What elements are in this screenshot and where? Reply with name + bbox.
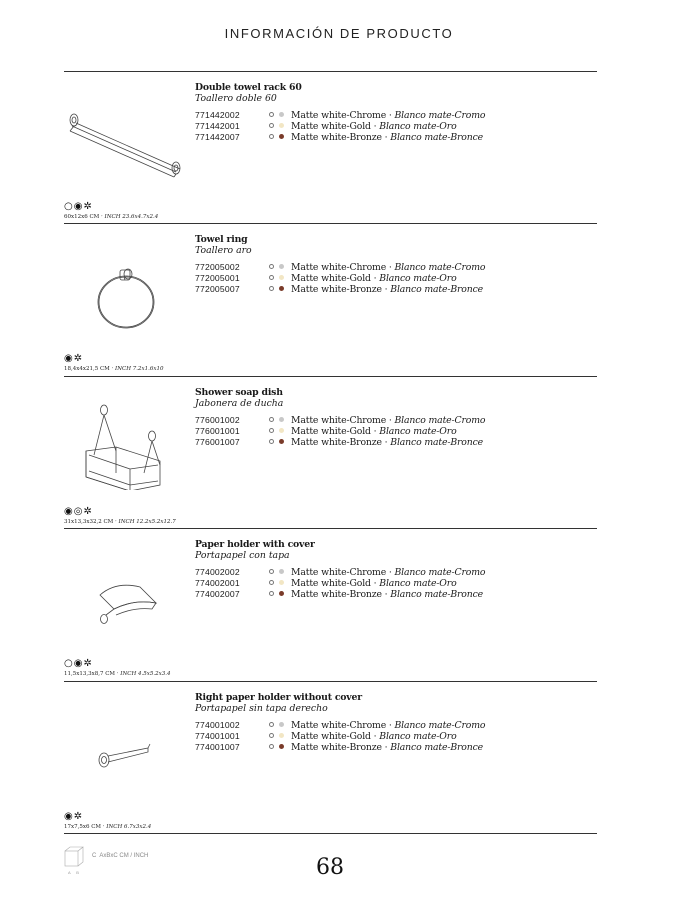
product-title: Paper holder with cover bbox=[195, 539, 315, 550]
product-code: 771442002 bbox=[195, 110, 240, 120]
product-section bbox=[64, 529, 597, 681]
gold-swatch-icon bbox=[279, 428, 284, 433]
axis-labels: A B bbox=[68, 870, 79, 875]
product-code: 774001002 bbox=[195, 720, 240, 730]
product-subtitle: Toallero aro bbox=[195, 245, 252, 256]
bronze-swatch-icon bbox=[279, 744, 284, 749]
product-subtitle: Jabonera de ducha bbox=[195, 398, 284, 409]
finish-label: Matte white-Chrome · Blanco mate-Cromo bbox=[291, 110, 486, 121]
finish-label: Matte white-Gold · Blanco mate-Oro bbox=[291, 120, 457, 132]
product-code: 776001001 bbox=[195, 425, 240, 436]
finish-label: Matte white-Bronze · Blanco mate-Bronce bbox=[291, 283, 483, 295]
page-header: INFORMACIÓN DE PRODUCTO bbox=[224, 26, 454, 41]
dimensions: 60x12x6 CM · INCH 23.6x4.7x2.4 bbox=[64, 214, 159, 220]
finish-icons bbox=[64, 354, 82, 365]
gear-icon: ✲ bbox=[83, 658, 92, 669]
finish-label: Matte white-Chrome · Blanco mate-Cromo bbox=[291, 720, 486, 731]
matte-white-swatch-icon bbox=[269, 569, 274, 574]
matte-white-swatch-icon bbox=[269, 123, 274, 128]
chrome-swatch-icon bbox=[279, 112, 284, 117]
product-code: 776001002 bbox=[195, 415, 240, 425]
product-code: 772005002 bbox=[195, 262, 240, 272]
finish-label: Matte white-Gold · Blanco mate-Oro bbox=[291, 730, 457, 742]
product-code: 771442001 bbox=[195, 120, 240, 131]
dimensions: 31x13,3x32,2 CM · INCH 12.2x5.2x12.7 bbox=[64, 519, 176, 525]
matte-white-swatch-icon bbox=[269, 112, 274, 117]
circle-icon: ○ bbox=[64, 658, 73, 669]
finish-label: Matte white-Gold · Blanco mate-Oro bbox=[291, 425, 457, 437]
target-icon: ◉ bbox=[64, 353, 73, 364]
matte-white-swatch-icon bbox=[269, 580, 274, 585]
page-number: 68 bbox=[316, 855, 344, 880]
chrome-swatch-icon bbox=[279, 417, 284, 422]
product-code: 774002002 bbox=[195, 567, 240, 577]
towel-ring-image bbox=[64, 232, 189, 337]
dimensions: 18,4x4x21,5 CM · INCH 7.2x1.6x10 bbox=[64, 366, 164, 372]
matte-white-swatch-icon bbox=[269, 417, 274, 422]
product-code: 771442007 bbox=[195, 131, 240, 142]
dimensions: 17x7,5x6 CM · INCH 6.7x3x2.4 bbox=[64, 824, 152, 830]
matte-white-swatch-icon bbox=[269, 286, 274, 291]
bronze-swatch-icon bbox=[279, 591, 284, 596]
chrome-swatch-icon bbox=[279, 569, 284, 574]
product-code: 772005007 bbox=[195, 283, 240, 294]
dimensions: 11,5x13,3x8,7 CM · INCH 4.5x5.2x3.4 bbox=[64, 671, 171, 677]
matte-white-swatch-icon bbox=[269, 275, 274, 280]
finish-icons bbox=[64, 659, 92, 670]
product-title: Shower soap dish bbox=[195, 387, 283, 398]
target-icon: ◉ bbox=[73, 201, 83, 212]
double-towel-rack-image bbox=[64, 80, 189, 185]
matte-white-swatch-icon bbox=[269, 428, 274, 433]
gear-icon: ✲ bbox=[83, 506, 92, 517]
finish-label: Matte white-Bronze · Blanco mate-Bronce bbox=[291, 131, 483, 143]
finish-label: Matte white-Bronze · Blanco mate-Bronce bbox=[291, 741, 483, 753]
matte-white-swatch-icon bbox=[269, 722, 274, 727]
chrome-swatch-icon bbox=[279, 722, 284, 727]
product-title: Right paper holder without cover bbox=[195, 692, 362, 703]
product-subtitle: Portapapel con tapa bbox=[195, 550, 290, 561]
target-icon: ◉ bbox=[64, 811, 73, 822]
shower-soap-dish-image bbox=[64, 385, 189, 490]
gear-icon: ✲ bbox=[73, 353, 83, 364]
gold-swatch-icon bbox=[279, 580, 284, 585]
matte-white-swatch-icon bbox=[269, 134, 274, 139]
finish-icons bbox=[64, 202, 92, 213]
product-subtitle: Portapapel sin tapa derecho bbox=[195, 703, 328, 714]
finish-label: Matte white-Gold · Blanco mate-Oro bbox=[291, 577, 457, 589]
product-section bbox=[64, 377, 597, 529]
product-code: 774002001 bbox=[195, 577, 240, 588]
product-code: 776001007 bbox=[195, 436, 240, 447]
matte-white-swatch-icon bbox=[269, 591, 274, 596]
gold-swatch-icon bbox=[279, 123, 284, 128]
product-section bbox=[64, 682, 597, 834]
target-icon: ◉ bbox=[64, 506, 73, 517]
gold-swatch-icon bbox=[279, 733, 284, 738]
bronze-swatch-icon bbox=[279, 286, 284, 291]
matte-white-swatch-icon bbox=[269, 264, 274, 269]
chrome-swatch-icon bbox=[279, 264, 284, 269]
finish-label: Matte white-Bronze · Blanco mate-Bronce bbox=[291, 588, 483, 600]
gear-icon: ✲ bbox=[83, 201, 92, 212]
finish-label: Matte white-Chrome · Blanco mate-Cromo bbox=[291, 262, 486, 273]
finish-icons bbox=[64, 507, 92, 518]
product-code: 774002007 bbox=[195, 588, 240, 599]
matte-white-swatch-icon bbox=[269, 439, 274, 444]
finish-icons bbox=[64, 812, 82, 823]
product-section bbox=[64, 224, 597, 376]
target-icon: ◉ bbox=[73, 658, 83, 669]
product-code: 774001001 bbox=[195, 730, 240, 741]
right-paper-holder-image bbox=[64, 690, 189, 795]
gear-icon: ✲ bbox=[73, 811, 83, 822]
bronze-swatch-icon bbox=[279, 439, 284, 444]
shower-icon: ◎ bbox=[73, 506, 83, 517]
product-section bbox=[64, 72, 597, 224]
paper-holder-with-cover-image bbox=[64, 537, 189, 642]
bronze-swatch-icon bbox=[279, 134, 284, 139]
finish-label: Matte white-Gold · Blanco mate-Oro bbox=[291, 272, 457, 284]
finish-label: Matte white-Chrome · Blanco mate-Cromo bbox=[291, 567, 486, 578]
product-code: 772005001 bbox=[195, 272, 240, 283]
circle-icon: ○ bbox=[64, 201, 73, 212]
product-code: 774001007 bbox=[195, 741, 240, 752]
gold-swatch-icon bbox=[279, 275, 284, 280]
finish-label: Matte white-Chrome · Blanco mate-Cromo bbox=[291, 415, 486, 426]
finish-label: Matte white-Bronze · Blanco mate-Bronce bbox=[291, 436, 483, 448]
matte-white-swatch-icon bbox=[269, 744, 274, 749]
product-title: Double towel rack 60 bbox=[195, 82, 302, 93]
dimensions-legend: C AxBxC CM / INCH bbox=[92, 853, 149, 859]
product-subtitle: Toallero doble 60 bbox=[195, 93, 277, 104]
matte-white-swatch-icon bbox=[269, 733, 274, 738]
product-title: Towel ring bbox=[195, 234, 248, 245]
